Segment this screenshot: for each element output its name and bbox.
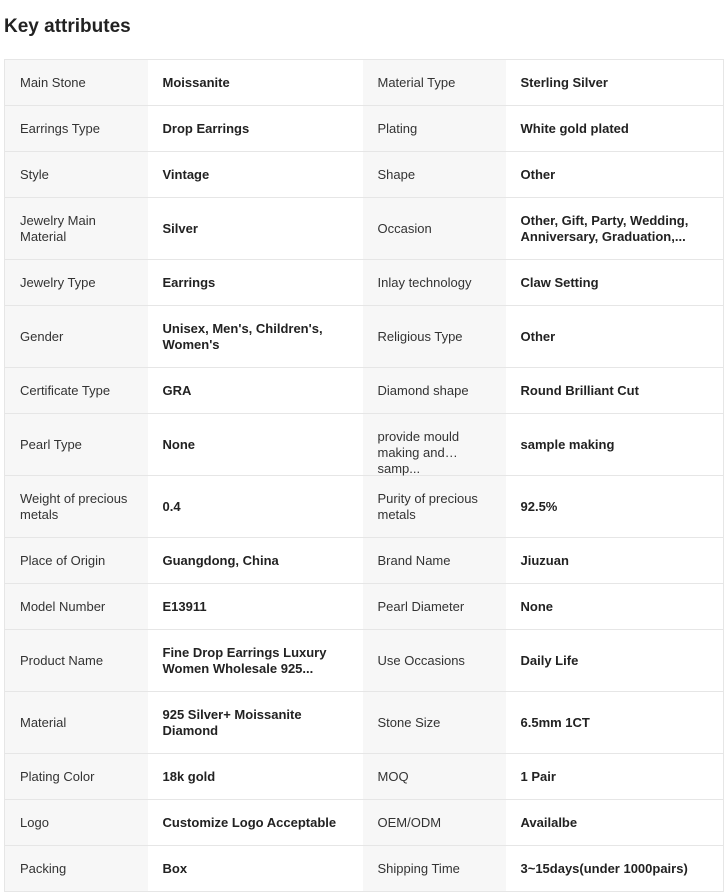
attribute-name-cell	[5, 630, 148, 692]
attribute-value: Other	[520, 166, 556, 182]
attribute-name: Plating Color	[20, 768, 95, 784]
attribute-name-cell	[363, 538, 506, 584]
attribute-value-cell	[506, 306, 724, 368]
attribute-name-cell	[5, 368, 148, 414]
attribute-name: OEM/ODM	[377, 814, 442, 830]
attribute-row	[5, 260, 724, 306]
attribute-row	[5, 630, 724, 692]
attribute-value: 925 Silver+ Moissanite Diamond	[162, 706, 302, 738]
attribute-name-cell	[363, 152, 506, 198]
attribute-value-cell	[506, 106, 724, 152]
attribute-name: Style	[20, 166, 49, 182]
attribute-name: Inlay technology	[377, 274, 472, 290]
attribute-value: Jiuzuan	[520, 552, 569, 568]
attribute-value-cell	[506, 476, 724, 538]
attribute-value-cell	[148, 60, 363, 106]
attribute-name: Logo	[20, 814, 49, 830]
attribute-value: sample making	[520, 436, 615, 452]
attribute-name-cell	[363, 692, 506, 754]
attribute-name: MOQ	[377, 768, 409, 784]
attribute-value-cell	[506, 368, 724, 414]
attribute-value: Availalbe	[520, 814, 578, 830]
attribute-name: Plating	[377, 120, 418, 136]
attribute-value-cell	[148, 754, 363, 800]
attribute-name: Product Name	[20, 652, 104, 668]
attribute-value-cell	[506, 60, 724, 106]
attribute-name-cell	[363, 846, 506, 892]
attribute-row	[5, 414, 724, 476]
attribute-value: Unisex, Men's, Children's, Women's	[162, 320, 323, 352]
attribute-name-cell	[5, 800, 148, 846]
attribute-value-cell	[148, 368, 363, 414]
attribute-name-cell	[363, 584, 506, 630]
attribute-value: E13911	[162, 598, 207, 614]
attribute-value: Daily Life	[520, 652, 579, 668]
attribute-name: Main Stone	[20, 74, 86, 90]
attribute-name-cell	[5, 306, 148, 368]
attribute-value-cell	[148, 152, 363, 198]
attribute-value: 92.5%	[520, 498, 558, 514]
attribute-value: Moissanite	[162, 74, 230, 90]
attribute-name: Shape	[377, 166, 416, 182]
attribute-value: 6.5mm 1CT	[520, 714, 590, 730]
attribute-value-cell	[148, 630, 363, 692]
attribute-value: White gold plated	[520, 120, 629, 136]
attribute-name-cell	[5, 414, 148, 476]
attribute-value: 18k gold	[162, 768, 216, 784]
attribute-value-cell	[506, 538, 724, 584]
attribute-name-cell	[363, 754, 506, 800]
attribute-name-cell	[5, 538, 148, 584]
attribute-value: Earrings	[162, 274, 216, 290]
attribute-name-cell	[363, 800, 506, 846]
attribute-value-cell	[148, 800, 363, 846]
attribute-value-cell	[506, 152, 724, 198]
attribute-row	[5, 60, 724, 106]
attribute-value-cell	[506, 414, 724, 476]
attribute-name: Gender	[20, 328, 64, 344]
attributes-body	[5, 60, 724, 892]
attribute-value-cell	[148, 260, 363, 306]
attribute-value-cell	[506, 800, 724, 846]
key-attributes-table	[4, 59, 724, 892]
attribute-value: Customize Logo Acceptable	[162, 814, 337, 830]
attribute-value: Claw Setting	[520, 274, 599, 290]
attribute-value: Drop Earrings	[162, 120, 250, 136]
attribute-name: Pearl Diameter	[377, 598, 465, 614]
attribute-row	[5, 106, 724, 152]
attribute-value-cell	[506, 630, 724, 692]
attribute-row	[5, 306, 724, 368]
attribute-name-cell	[5, 106, 148, 152]
attribute-row	[5, 198, 724, 260]
attribute-value: Box	[162, 860, 188, 876]
attribute-value-cell	[148, 538, 363, 584]
attribute-row	[5, 754, 724, 800]
attribute-name-cell	[5, 152, 148, 198]
attribute-name: Stone Size	[377, 714, 441, 730]
attribute-value: Round Brilliant Cut	[520, 382, 639, 398]
attribute-value-cell	[506, 260, 724, 306]
attribute-row	[5, 584, 724, 630]
attribute-value-cell	[148, 198, 363, 260]
attribute-name-cell	[5, 260, 148, 306]
attribute-value: 0.4	[162, 498, 181, 514]
attribute-value: 3~15days(under 1000pairs)	[520, 860, 688, 876]
attribute-name: Jewelry Main Material	[20, 212, 96, 244]
attribute-name-cell	[363, 260, 506, 306]
attribute-name-cell	[363, 306, 506, 368]
attribute-name: Occasion	[377, 220, 432, 236]
attribute-name-cell	[5, 198, 148, 260]
attribute-name-cell	[5, 584, 148, 630]
attribute-name-cell	[5, 60, 148, 106]
attribute-name-cell	[363, 60, 506, 106]
attribute-value-cell	[148, 476, 363, 538]
attribute-row	[5, 692, 724, 754]
attribute-value: None	[520, 598, 553, 614]
attribute-name: Weight of precious metals	[20, 490, 128, 522]
section-title: Key attributes	[4, 16, 131, 37]
attribute-name-cell	[363, 630, 506, 692]
attribute-name: Model Number	[20, 598, 106, 614]
attribute-name: provide mould making and samp...	[377, 428, 460, 476]
attribute-name: Religious Type	[377, 328, 463, 344]
attribute-value: Fine Drop Earrings Luxury Women Wholesale 925...	[162, 644, 327, 676]
attribute-name: Brand Name	[377, 552, 451, 568]
attribute-value-cell	[506, 584, 724, 630]
attribute-value: None	[162, 436, 195, 452]
attribute-value-cell	[506, 846, 724, 892]
attribute-value-cell	[148, 692, 363, 754]
attribute-name: Certificate Type	[20, 382, 111, 398]
attribute-name: Earrings Type	[20, 120, 100, 136]
attribute-name-cell	[363, 106, 506, 152]
attribute-value-cell	[148, 306, 363, 368]
attribute-value: 1 Pair	[520, 768, 556, 784]
attribute-row	[5, 846, 724, 892]
attribute-value-cell	[148, 584, 363, 630]
attribute-value-cell	[506, 198, 724, 260]
attribute-name-cell	[363, 476, 506, 538]
attribute-name-cell	[5, 692, 148, 754]
attribute-value: GRA	[162, 382, 192, 398]
attribute-name-cell	[5, 476, 148, 538]
attribute-name-cell	[363, 198, 506, 260]
attribute-value-cell	[148, 106, 363, 152]
attribute-value: Vintage	[162, 166, 210, 182]
attribute-row	[5, 368, 724, 414]
attribute-row	[5, 800, 724, 846]
attribute-name: Packing	[20, 860, 67, 876]
attribute-value: Other, Gift, Party, Wedding, Anniversary, Graduation,...	[520, 212, 689, 244]
attribute-row	[5, 538, 724, 584]
attribute-name: Diamond shape	[377, 382, 469, 398]
attribute-name: Purity of precious metals	[377, 490, 478, 522]
attribute-value-cell	[506, 692, 724, 754]
attribute-row	[5, 152, 724, 198]
attribute-name: Material	[20, 714, 67, 730]
attribute-name-cell	[363, 368, 506, 414]
attribute-name: Pearl Type	[20, 436, 82, 452]
attribute-value-cell	[506, 754, 724, 800]
attribute-name: Shipping Time	[377, 860, 460, 876]
attribute-value: Other	[520, 328, 556, 344]
attribute-value: Sterling Silver	[520, 74, 608, 90]
attribute-name-cell	[5, 754, 148, 800]
attribute-row	[5, 476, 724, 538]
attribute-name-cell	[5, 846, 148, 892]
attribute-name: Place of Origin	[20, 552, 106, 568]
attribute-value-cell	[148, 414, 363, 476]
attribute-value: Silver	[162, 220, 198, 236]
attribute-name: Use Occasions	[377, 652, 465, 668]
attribute-value-cell	[148, 846, 363, 892]
attribute-name-cell	[363, 414, 506, 476]
attribute-name: Material Type	[377, 74, 456, 90]
attribute-value: Guangdong, China	[162, 552, 279, 568]
attribute-name: Jewelry Type	[20, 274, 96, 290]
